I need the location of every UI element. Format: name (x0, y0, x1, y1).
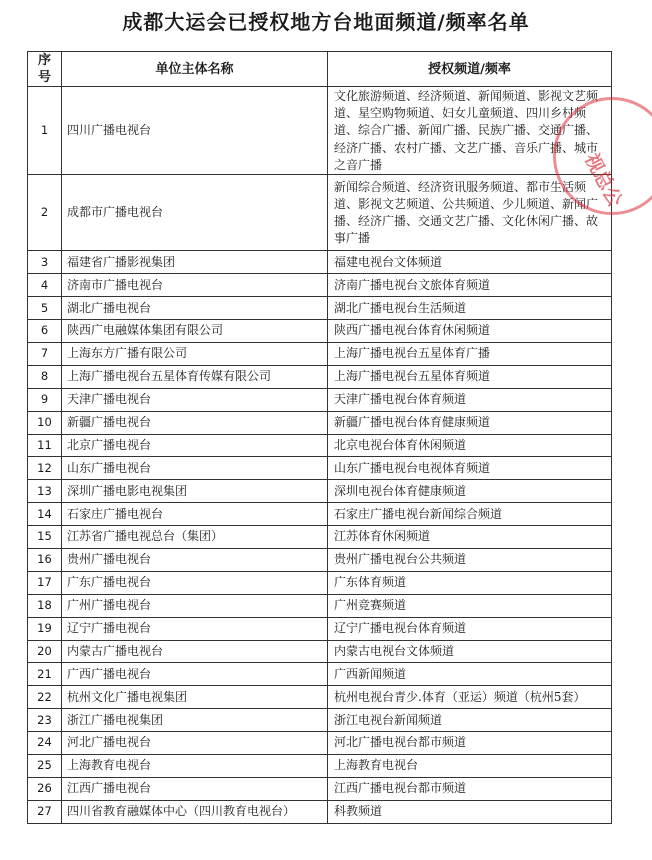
table-row (28, 320, 612, 343)
row-number: 12 (28, 457, 62, 480)
row-number: 21 (28, 663, 62, 686)
table-row (28, 274, 612, 297)
table-row (28, 503, 612, 526)
row-channel: 上海广播电视台五星体育广播 (328, 342, 612, 365)
row-unit-name: 上海广播电视台五星体育传媒有限公司 (62, 365, 328, 388)
row-number: 8 (28, 365, 62, 388)
row-number: 14 (28, 503, 62, 526)
row-channel: 河北广播电视台都市频道 (328, 732, 612, 755)
table-row (28, 434, 612, 457)
row-channel: 贵州广播电视台公共频道 (328, 548, 612, 571)
row-unit-name: 四川广播电视台 (62, 87, 328, 175)
table-row (28, 686, 612, 709)
row-unit-name: 北京广播电视台 (62, 434, 328, 457)
table-body (28, 87, 612, 823)
table-row (28, 709, 612, 732)
row-unit-name: 石家庄广播电视台 (62, 503, 328, 526)
header-channel: 授权频道/频率 (328, 52, 612, 87)
row-channel: 济南广播电视台文旅体育频道 (328, 274, 612, 297)
row-channel: 广西新闻频道 (328, 663, 612, 686)
table-row (28, 526, 612, 549)
table-row (28, 800, 612, 823)
row-number: 4 (28, 274, 62, 297)
row-unit-name: 成都市广播电视台 (62, 175, 328, 251)
row-unit-name: 贵州广播电视台 (62, 548, 328, 571)
table-row (28, 755, 612, 778)
table-row (28, 732, 612, 755)
table-row (28, 365, 612, 388)
row-channel: 山东广播电视台电视体育频道 (328, 457, 612, 480)
row-number: 16 (28, 548, 62, 571)
seal-text: 视总公 (580, 149, 627, 211)
row-channel: 深圳电视台体育健康频道 (328, 480, 612, 503)
row-number: 19 (28, 617, 62, 640)
authorization-table (27, 51, 612, 824)
row-unit-name: 新疆广播电视台 (62, 411, 328, 434)
row-unit-name: 湖北广播电视台 (62, 297, 328, 320)
table-row (28, 388, 612, 411)
row-channel: 江西广播电视台都市频道 (328, 777, 612, 800)
row-number: 22 (28, 686, 62, 709)
row-channel: 广州竞赛频道 (328, 594, 612, 617)
row-unit-name: 上海教育电视台 (62, 755, 328, 778)
row-channel: 文化旅游频道、经济频道、新闻频道、影视文艺频道、星空购物频道、妇女儿童频道、四川乡村频道、综合广播、新闻广播、民族广播、交通广播、经济广播、农村广播、文艺广播、音乐广播、城市之音广播 (328, 87, 612, 175)
row-number: 18 (28, 594, 62, 617)
table-row (28, 411, 612, 434)
row-unit-name: 福建省广播影视集团 (62, 251, 328, 274)
row-channel: 内蒙古电视台文体频道 (328, 640, 612, 663)
table-row (28, 297, 612, 320)
row-unit-name: 河北广播电视台 (62, 732, 328, 755)
row-number: 24 (28, 732, 62, 755)
row-channel: 新疆广播电视台体育健康频道 (328, 411, 612, 434)
row-number: 15 (28, 526, 62, 549)
row-channel: 江苏体育休闲频道 (328, 526, 612, 549)
row-number: 26 (28, 777, 62, 800)
row-channel: 石家庄广播电视台新闻综合频道 (328, 503, 612, 526)
row-unit-name: 济南市广播电视台 (62, 274, 328, 297)
row-unit-name: 江西广播电视台 (62, 777, 328, 800)
row-number: 7 (28, 342, 62, 365)
row-unit-name: 陕西广电融媒体集团有限公司 (62, 320, 328, 343)
table-row (28, 87, 612, 175)
row-number: 9 (28, 388, 62, 411)
row-unit-name: 浙江广播电视集团 (62, 709, 328, 732)
table-row (28, 175, 612, 251)
table-row (28, 251, 612, 274)
row-unit-name: 辽宁广播电视台 (62, 617, 328, 640)
row-channel: 天津广播电视台体育频道 (328, 388, 612, 411)
row-number: 2 (28, 175, 62, 251)
page-title: 成都大运会已授权地方台地面频道/频率名单 (122, 10, 530, 34)
row-channel: 湖北广播电视台生活频道 (328, 297, 612, 320)
row-unit-name: 内蒙古广播电视台 (62, 640, 328, 663)
row-number: 27 (28, 800, 62, 823)
row-channel: 新闻综合频道、经济资讯服务频道、都市生活频道、影视文艺频道、公共频道、少儿频道、新闻广播、经济广播、交通文艺广播、文化休闲广播、故事广播 (328, 175, 612, 251)
table-row (28, 617, 612, 640)
row-channel: 辽宁广播电视台体育频道 (328, 617, 612, 640)
row-number: 5 (28, 297, 62, 320)
row-channel: 科教频道 (328, 800, 612, 823)
row-channel: 杭州电视台青少.体育（亚运）频道（杭州5套） (328, 686, 612, 709)
row-channel: 陕西广播电视台体育休闲频道 (328, 320, 612, 343)
table-row (28, 777, 612, 800)
row-unit-name: 上海东方广播有限公司 (62, 342, 328, 365)
row-number: 20 (28, 640, 62, 663)
row-unit-name: 四川省教育融媒体中心（四川教育电视台） (62, 800, 328, 823)
row-unit-name: 山东广播电视台 (62, 457, 328, 480)
table-row (28, 480, 612, 503)
row-channel: 广东体育频道 (328, 571, 612, 594)
row-unit-name: 天津广播电视台 (62, 388, 328, 411)
row-number: 17 (28, 571, 62, 594)
row-number: 1 (28, 87, 62, 175)
row-number: 13 (28, 480, 62, 503)
table-row (28, 594, 612, 617)
row-number: 3 (28, 251, 62, 274)
table-row (28, 457, 612, 480)
row-channel: 上海教育电视台 (328, 755, 612, 778)
table-row (28, 571, 612, 594)
header-name: 单位主体名称 (62, 52, 328, 87)
table-header-row (28, 52, 612, 87)
row-number: 11 (28, 434, 62, 457)
table-row (28, 663, 612, 686)
table-row (28, 342, 612, 365)
header-no: 序号 (28, 52, 62, 87)
row-unit-name: 广州广播电视台 (62, 594, 328, 617)
row-number: 23 (28, 709, 62, 732)
row-unit-name: 广西广播电视台 (62, 663, 328, 686)
row-unit-name: 江苏省广播电视总台（集团） (62, 526, 328, 549)
row-channel: 北京电视台体育休闲频道 (328, 434, 612, 457)
row-number: 6 (28, 320, 62, 343)
row-unit-name: 杭州文化广播电视集团 (62, 686, 328, 709)
row-channel: 福建电视台文体频道 (328, 251, 612, 274)
row-channel: 上海广播电视台五星体育频道 (328, 365, 612, 388)
table-row (28, 548, 612, 571)
table-row (28, 640, 612, 663)
row-number: 25 (28, 755, 62, 778)
row-unit-name: 深圳广播电影电视集团 (62, 480, 328, 503)
row-channel: 浙江电视台新闻频道 (328, 709, 612, 732)
row-number: 10 (28, 411, 62, 434)
row-unit-name: 广东广播电视台 (62, 571, 328, 594)
